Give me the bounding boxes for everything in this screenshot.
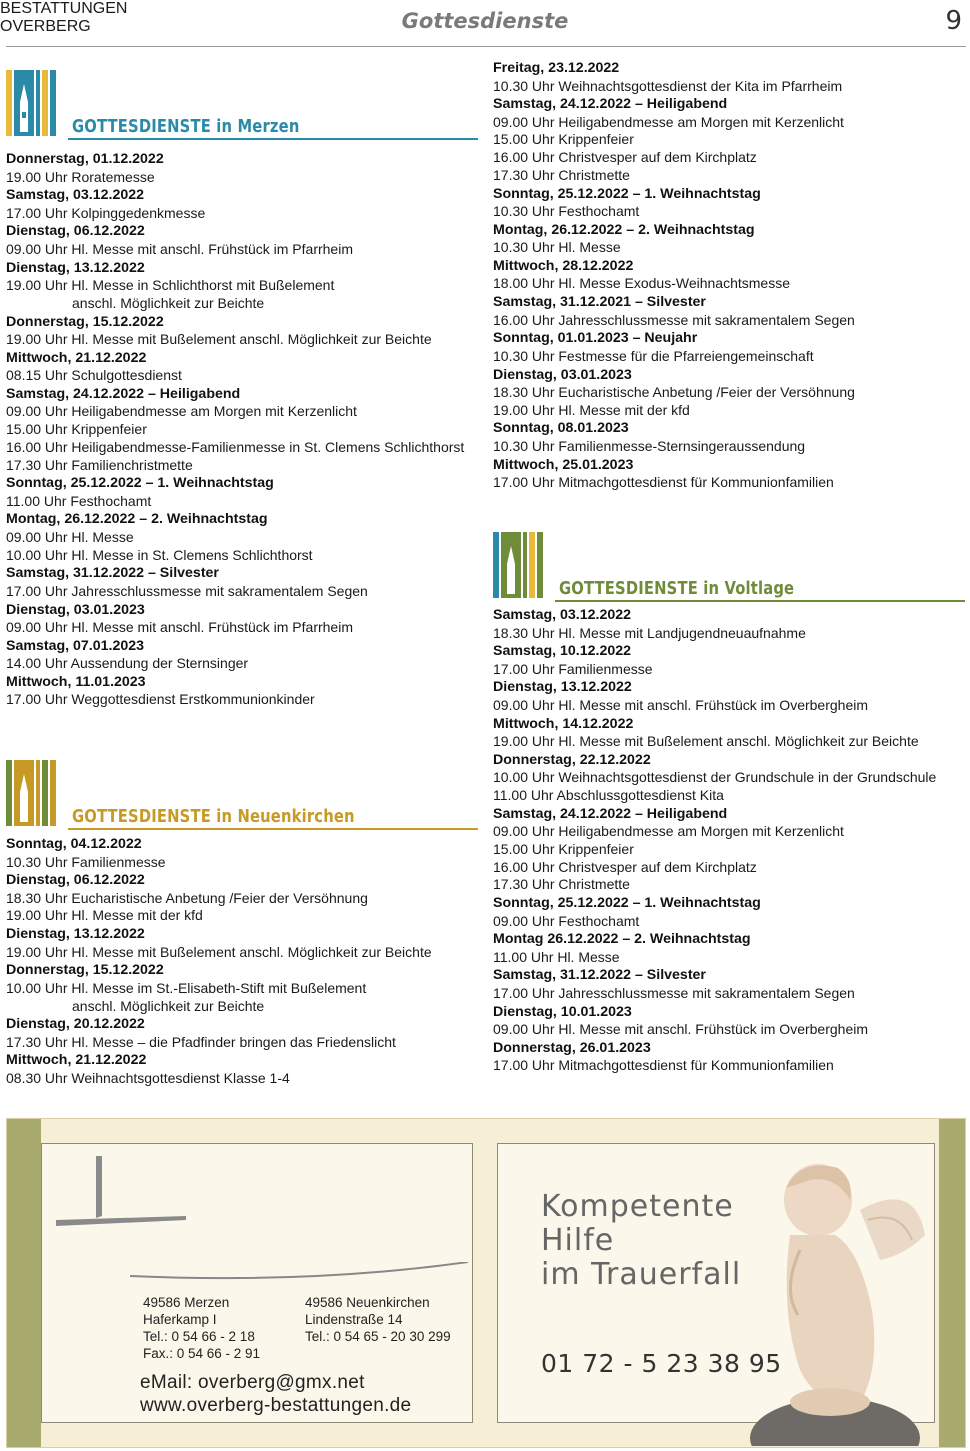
event-date: Samstag, 31.12.2022 – Silvester — [493, 967, 706, 984]
event-date: Sonntag, 01.01.2023 – Neujahr — [493, 330, 698, 347]
event-date: Donnerstag, 22.12.2022 — [493, 751, 651, 768]
ad-website[interactable]: www.overberg-bestattungen.de — [140, 1395, 412, 1416]
event-entry — [493, 642, 965, 678]
event-date: Samstag, 03.12.2022 — [493, 607, 632, 623]
ad-address-line: Tel.: 0 54 66 - 2 18 — [143, 1329, 255, 1344]
event-entry — [6, 385, 478, 474]
event-service-line: 08.30 Uhr Weihnachtsgottesdienst Klasse 1-4 — [6, 1069, 290, 1086]
event-service-line: 17.00 Uhr Mitmachgottesdienst für Kommunionfamilien — [493, 1057, 834, 1074]
event-service-line: 17.00 Uhr Mitmachgottesdienst für Kommunionfamilien — [493, 474, 834, 491]
event-date: Samstag, 07.01.2023 — [6, 637, 145, 654]
event-date: Dienstag, 03.01.2023 — [493, 366, 632, 383]
neuenkirchen-events — [6, 835, 478, 1088]
church-logo-icon — [493, 532, 553, 602]
event-service-line: anschl. Möglichkeit zur Beichte — [72, 294, 265, 311]
ad-email[interactable]: eMail: overberg@gmx.net — [140, 1372, 365, 1393]
event-service-line: 09.00 Uhr Heiligabendmesse am Morgen mit Kerzenlicht — [6, 403, 357, 420]
event-entry — [493, 715, 965, 751]
event-entry — [6, 259, 478, 313]
event-service-line: 16.00 Uhr Heiligabendmesse-Familienmesse in St. Clemens Schlichthorst — [6, 438, 465, 455]
ad-slogan — [541, 1190, 741, 1292]
event-date: Mittwoch, 11.01.2023 — [6, 673, 146, 690]
event-entry — [493, 805, 965, 894]
event-entry — [493, 185, 965, 221]
voltlage-events — [493, 606, 965, 1075]
event-service-line: 16.00 Uhr Christvesper auf dem Kirchplatz — [493, 149, 757, 166]
ad-slogan-line: Kompetente — [541, 1189, 734, 1224]
event-date: Donnerstag, 15.12.2022 — [6, 313, 164, 330]
event-service-line: 19.00 Uhr Hl. Messe mit Bußelement anschl. Möglichkeit zur Beichte — [6, 943, 432, 960]
event-service-line: 19.00 Uhr Hl. Messe mit Bußelement anschl. Möglichkeit zur Beichte — [6, 331, 432, 348]
event-service-line: 09.00 Uhr Hl. Messe mit anschl. Frühstück im Overbergheim — [493, 696, 869, 713]
ad-slogan-line: Hilfe — [541, 1223, 615, 1258]
event-service-line: 11.00 Uhr Hl. Messe — [493, 948, 620, 965]
event-date: Donnerstag, 26.01.2023 — [493, 1039, 651, 1056]
event-entry — [6, 564, 478, 600]
event-date: Montag, 26.12.2022 – 2. Weihnachtstag — [6, 511, 268, 528]
event-entry — [6, 961, 478, 1015]
event-service-line: 10.30 Uhr Festmesse für die Pfarreiengemeinschaft — [493, 347, 814, 364]
ad-company-line2: OVERBERG — [0, 18, 91, 35]
ad-address-line: Tel.: 0 54 65 - 20 30 299 — [305, 1329, 451, 1344]
event-date: Samstag, 03.12.2022 — [6, 187, 145, 204]
event-service-line: 09.00 Uhr Hl. Messe — [6, 528, 134, 545]
event-date: Dienstag, 10.01.2023 — [493, 1003, 632, 1020]
merzen-title-rule — [68, 138, 478, 140]
event-service-line: 10.30 Uhr Hl. Messe — [493, 239, 621, 256]
event-service-line: 19.00 Uhr Hl. Messe mit der kfd — [6, 907, 203, 924]
voltlage-section-header — [493, 532, 965, 602]
event-entry — [6, 637, 478, 673]
event-date: Samstag, 24.12.2022 – Heiligabend — [493, 96, 728, 113]
event-entry — [6, 510, 478, 564]
ad-address-line: Haferkamp I — [143, 1312, 217, 1327]
event-service-line: 10.30 Uhr Familienmesse-Sternsingeraussendung — [493, 437, 806, 454]
event-service-line: 09.00 Uhr Heiligabendmesse am Morgen mit Kerzenlicht — [493, 823, 844, 840]
event-date: Mittwoch, 21.12.2022 — [6, 1052, 147, 1069]
event-entry — [493, 366, 965, 420]
event-date: Dienstag, 06.12.2022 — [6, 223, 145, 240]
event-entry — [493, 221, 965, 257]
event-entry — [493, 751, 965, 805]
event-date: Sonntag, 25.12.2022 – 1. Weihnachtstag — [6, 475, 274, 492]
event-entry — [493, 894, 965, 930]
event-service-line: 09.00 Uhr Heiligabendmesse am Morgen mit Kerzenlicht — [493, 113, 844, 130]
event-service-line: 18.30 Uhr Hl. Messe mit Landjugendneuaufnahme — [493, 624, 806, 641]
neuenkirchen-section-header — [6, 760, 478, 830]
event-service-line: 08.15 Uhr Schulgottesdienst — [6, 367, 182, 384]
event-date: Dienstag, 13.12.2022 — [6, 259, 145, 276]
event-entry — [6, 349, 478, 385]
event-entry — [493, 1003, 965, 1039]
event-entry — [6, 186, 478, 222]
ad-company-line1: BESTATTUNGEN — [0, 0, 128, 17]
event-service-line: 15.00 Uhr Krippenfeier — [6, 421, 147, 438]
swoosh-decoration — [130, 1262, 470, 1282]
church-logo-icon — [6, 70, 66, 140]
event-service-line: 17.00 Uhr Kolpinggedenkmesse — [6, 204, 206, 221]
event-date: Sonntag, 08.01.2023 — [493, 420, 629, 437]
event-service-line: 10.30 Uhr Weihnachtsgottesdienst der Kita im Pfarrheim — [493, 77, 843, 94]
angel-figure-image — [740, 1140, 930, 1446]
merzen-events — [6, 150, 478, 709]
event-entry — [6, 1015, 478, 1051]
event-service-line: 18.30 Uhr Eucharistische Anbetung /Feier der Versöhnung — [493, 384, 855, 401]
event-date: Samstag, 31.12.2021 – Silvester — [493, 294, 706, 311]
event-date: Freitag, 23.12.2022 — [493, 60, 620, 76]
event-service-line: 11.00 Uhr Abschlussgottesdienst Kita — [493, 787, 724, 804]
neuenkirchen-events-continued — [493, 59, 965, 492]
event-service-line: 09.00 Uhr Festhochamt — [493, 912, 640, 929]
event-date: Sonntag, 25.12.2022 – 1. Weihnachtstag — [493, 185, 761, 202]
event-date: Dienstag, 06.12.2022 — [6, 872, 145, 889]
event-date: Montag 26.12.2022 – 2. Weihnachtstag — [493, 931, 751, 948]
event-date: Sonntag, 04.12.2022 — [6, 836, 142, 852]
event-service-line: 17.30 Uhr Christmette — [493, 876, 630, 893]
event-date: Dienstag, 13.12.2022 — [493, 679, 632, 696]
event-service-line: 10.00 Uhr Hl. Messe im St.-Elisabeth-Stift mit Bußelement — [6, 979, 367, 996]
event-date: Mittwoch, 25.01.2023 — [493, 456, 634, 473]
event-entry — [6, 150, 478, 186]
event-service-line: 16.00 Uhr Jahresschlussmesse mit sakramentalem Segen — [493, 311, 855, 328]
event-service-line: 10.00 Uhr Hl. Messe in St. Clemens Schlichthorst — [6, 546, 313, 563]
voltlage-section-title: GOTTESDIENSTE in Voltlage — [559, 578, 795, 599]
event-service-line: 17.00 Uhr Weggottesdienst Erstkommunionkinder — [6, 691, 315, 708]
event-entry — [493, 293, 965, 329]
event-date: Samstag, 10.12.2022 — [493, 643, 632, 660]
event-service-line: 10.30 Uhr Festhochamt — [493, 203, 640, 220]
event-service-line: 17.00 Uhr Jahresschlussmesse mit sakramentalem Segen — [493, 984, 855, 1001]
event-service-line: 09.00 Uhr Hl. Messe mit anschl. Frühstück im Pfarrheim — [6, 619, 353, 636]
event-service-line: 17.30 Uhr Christmette — [493, 166, 630, 183]
event-entry — [493, 329, 965, 365]
event-service-line: 17.00 Uhr Familienmesse — [493, 660, 653, 677]
event-entry — [6, 871, 478, 925]
event-date: Samstag, 24.12.2022 – Heiligabend — [493, 805, 728, 822]
event-service-line: 19.00 Uhr Hl. Messe in Schlichthorst mit Bußelement — [6, 277, 335, 294]
event-service-line: 17.00 Uhr Jahresschlussmesse mit sakramentalem Segen — [6, 582, 368, 599]
ad-address-merzen — [143, 1294, 260, 1362]
event-service-line: 15.00 Uhr Krippenfeier — [493, 840, 634, 857]
neuenkirchen-title-rule — [68, 828, 478, 830]
event-service-line: anschl. Möglichkeit zur Beichte — [72, 997, 265, 1014]
event-entry — [6, 925, 478, 961]
event-date: Dienstag, 20.12.2022 — [6, 1016, 145, 1033]
event-date: Samstag, 31.12.2022 – Silvester — [6, 565, 219, 582]
event-entry — [493, 257, 965, 293]
ad-address-line: 49586 Merzen — [143, 1295, 230, 1310]
event-date: Dienstag, 13.12.2022 — [6, 926, 145, 943]
event-entry — [6, 673, 478, 709]
event-entry — [6, 601, 478, 637]
event-entry — [493, 95, 965, 184]
page-number: 9 — [945, 6, 962, 36]
event-service-line: 19.00 Uhr Hl. Messe mit der kfd — [493, 401, 690, 418]
ad-frame-left — [7, 1119, 41, 1447]
event-date: Mittwoch, 21.12.2022 — [6, 349, 147, 366]
merzen-section-title: GOTTESDIENSTE in Merzen — [72, 116, 300, 137]
header-rule — [6, 46, 966, 47]
event-entry — [6, 313, 478, 349]
event-date: Samstag, 24.12.2022 – Heiligabend — [6, 385, 241, 402]
event-date: Sonntag, 25.12.2022 – 1. Weihnachtstag — [493, 895, 761, 912]
ad-address-neuenkirchen — [305, 1294, 451, 1345]
ad-frame-right — [939, 1119, 965, 1447]
event-service-line: 18.30 Uhr Eucharistische Anbetung /Feier der Versöhnung — [6, 889, 368, 906]
event-service-line: 09.00 Uhr Hl. Messe mit anschl. Frühstück im Overbergheim — [493, 1021, 869, 1038]
event-date: Donnerstag, 01.12.2022 — [6, 151, 164, 167]
event-service-line: 17.30 Uhr Hl. Messe – die Pfadfinder bringen das Friedenslicht — [6, 1033, 396, 1050]
event-entry — [493, 419, 965, 455]
cross-logo-icon — [56, 1156, 196, 1266]
event-service-line: 18.00 Uhr Hl. Messe Exodus-Weihnachtsmesse — [493, 275, 790, 292]
event-service-line: 16.00 Uhr Christvesper auf dem Kirchplatz — [493, 858, 757, 875]
page-header-title: Gottesdienste — [401, 9, 569, 33]
neuenkirchen-section-title: GOTTESDIENSTE in Neuenkirchen — [72, 806, 355, 827]
event-entry — [493, 456, 965, 492]
ad-address-line: Lindenstraße 14 — [305, 1312, 403, 1327]
event-date: Mittwoch, 14.12.2022 — [493, 715, 634, 732]
ad-phone: 01 72 - 5 23 38 95 — [541, 1349, 782, 1378]
church-logo-icon — [6, 760, 66, 830]
event-service-line: 19.00 Uhr Hl. Messe mit Bußelement anschl. Möglichkeit zur Beichte — [493, 733, 919, 750]
event-service-line: 15.00 Uhr Krippenfeier — [493, 131, 634, 148]
event-entry — [493, 678, 965, 714]
merzen-section-header — [6, 70, 478, 140]
event-service-line: 10.30 Uhr Familienmesse — [6, 853, 166, 870]
event-service-line: 19.00 Uhr Roratemesse — [6, 168, 155, 185]
event-service-line: 09.00 Uhr Hl. Messe mit anschl. Frühstück im Pfarrheim — [6, 240, 353, 257]
event-entry — [6, 222, 478, 258]
event-entry — [493, 606, 965, 642]
ad-address-line: Fax.: 0 54 66 - 2 91 — [143, 1346, 261, 1361]
ad-address-line: 49586 Neuenkirchen — [305, 1295, 430, 1310]
event-entry — [6, 474, 478, 510]
event-entry — [6, 1051, 478, 1087]
event-service-line: 14.00 Uhr Aussendung der Sternsinger — [6, 655, 249, 672]
event-entry — [493, 1039, 965, 1075]
event-date: Mittwoch, 28.12.2022 — [493, 257, 634, 274]
event-service-line: 10.00 Uhr Weihnachtsgottesdienst der Grundschule in der Grundschule — [493, 769, 937, 786]
event-date: Montag, 26.12.2022 – 2. Weihnachtstag — [493, 221, 755, 238]
event-entry — [493, 59, 965, 95]
event-entry — [493, 966, 965, 1002]
ad-slogan-line: im Trauerfall — [541, 1257, 742, 1292]
event-service-line: 17.30 Uhr Familienchristmette — [6, 456, 193, 473]
event-entry — [6, 835, 478, 871]
event-service-line: 11.00 Uhr Festhochamt — [6, 492, 152, 509]
voltlage-title-rule — [555, 600, 965, 602]
event-entry — [493, 930, 965, 966]
event-date: Dienstag, 03.01.2023 — [6, 601, 145, 618]
event-date: Donnerstag, 15.12.2022 — [6, 962, 164, 979]
